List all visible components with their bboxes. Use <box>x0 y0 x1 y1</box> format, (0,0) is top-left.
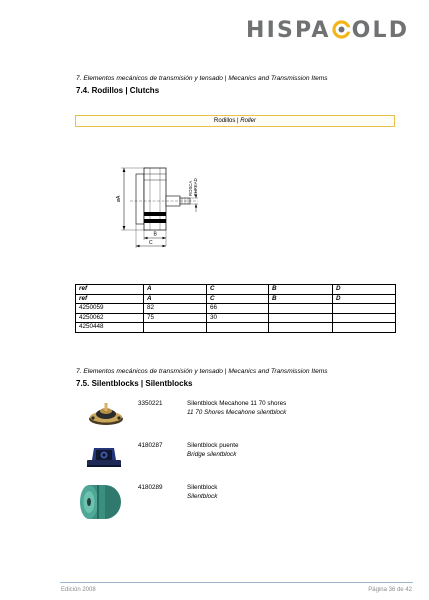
logo-text: HISPA OLD <box>246 18 410 43</box>
roller-reference-table <box>75 284 396 333</box>
roller-technical-drawing <box>110 160 220 260</box>
table-cell: B <box>269 294 333 304</box>
table-cell <box>144 323 207 333</box>
product-name-es: Silentblock Mecahone 11 70 shores <box>187 400 287 407</box>
table-cell <box>333 323 396 333</box>
section-title: 7.4. Rodillos | Clutchs <box>76 86 160 95</box>
logo-c-icon <box>332 18 351 37</box>
table-cell <box>269 313 333 323</box>
dim-label-thread: THREAD <box>193 178 198 196</box>
table-cell: 82 <box>144 304 207 314</box>
table-header-cell: A <box>144 285 207 295</box>
product-ref: 3350221 <box>138 400 163 407</box>
table-row <box>76 304 396 314</box>
dim-label-a: øA <box>116 195 122 202</box>
product-name-en: Bridge silentblock <box>187 451 237 458</box>
table-header-row <box>76 285 396 295</box>
dim-label-c: C <box>149 240 153 246</box>
footer-edition: Edición 2008 <box>61 587 96 593</box>
section-title: 7.5. Silentblocks | Silentblocks <box>76 379 193 388</box>
product-name-es: Silentblock <box>187 484 218 491</box>
table-cell: C <box>207 294 269 304</box>
footer-divider <box>60 582 413 583</box>
product-name <box>187 483 217 501</box>
table-cell <box>207 323 269 333</box>
table-cell: ref <box>76 294 144 304</box>
cylindrical-silentblock-image <box>77 480 123 522</box>
product-ref: 4180289 <box>138 484 163 491</box>
figure-caption <box>75 115 395 127</box>
dim-label-rosca: ROSCA <box>188 180 193 196</box>
product-name-es: Silentblock puente <box>187 442 239 449</box>
product-name-en: 11 70 Shores Mecahone silentblock <box>187 409 287 416</box>
caption-en: Roller <box>240 118 256 124</box>
bridge-silentblock-image <box>84 440 124 472</box>
table-cell: 4250059 <box>76 304 144 314</box>
table-cell: D <box>333 294 396 304</box>
product-name-en: Silentblock <box>187 493 218 500</box>
table-cell: 4250448 <box>76 323 144 333</box>
dim-label-b: B <box>153 231 157 238</box>
product-name <box>187 399 286 417</box>
table-cell: 30 <box>207 313 269 323</box>
caption-es: Rodillos | <box>214 118 241 124</box>
table-header-cell: D <box>333 285 396 295</box>
table-cell: 4250062 <box>76 313 144 323</box>
table-row <box>76 323 396 333</box>
product-ref: 4180287 <box>138 442 163 449</box>
hispacold-logo <box>246 16 412 46</box>
table-header-cell: B <box>269 285 333 295</box>
table-cell <box>333 304 396 314</box>
table-cell <box>269 323 333 333</box>
product-name <box>187 441 238 459</box>
table-cell <box>333 313 396 323</box>
table-row <box>76 294 396 304</box>
table-cell <box>269 304 333 314</box>
table-header-cell: C <box>207 285 269 295</box>
table-row <box>76 313 396 323</box>
table-cell: 75 <box>144 313 207 323</box>
silentblock-mecahone-image <box>85 398 127 428</box>
table-cell: A <box>144 294 207 304</box>
section-subtitle: 7. Elementos mecánicos de transmisión y tensado | Mecanics and Transmission Items <box>76 368 328 375</box>
footer-page-number: Página 36 de 42 <box>368 587 412 593</box>
section-subtitle: 7. Elementos mecánicos de transmisión y tensado | Mecanics and Transmission Items <box>76 75 328 82</box>
table-cell: 66 <box>207 304 269 314</box>
table-header-cell: ref <box>76 285 144 295</box>
